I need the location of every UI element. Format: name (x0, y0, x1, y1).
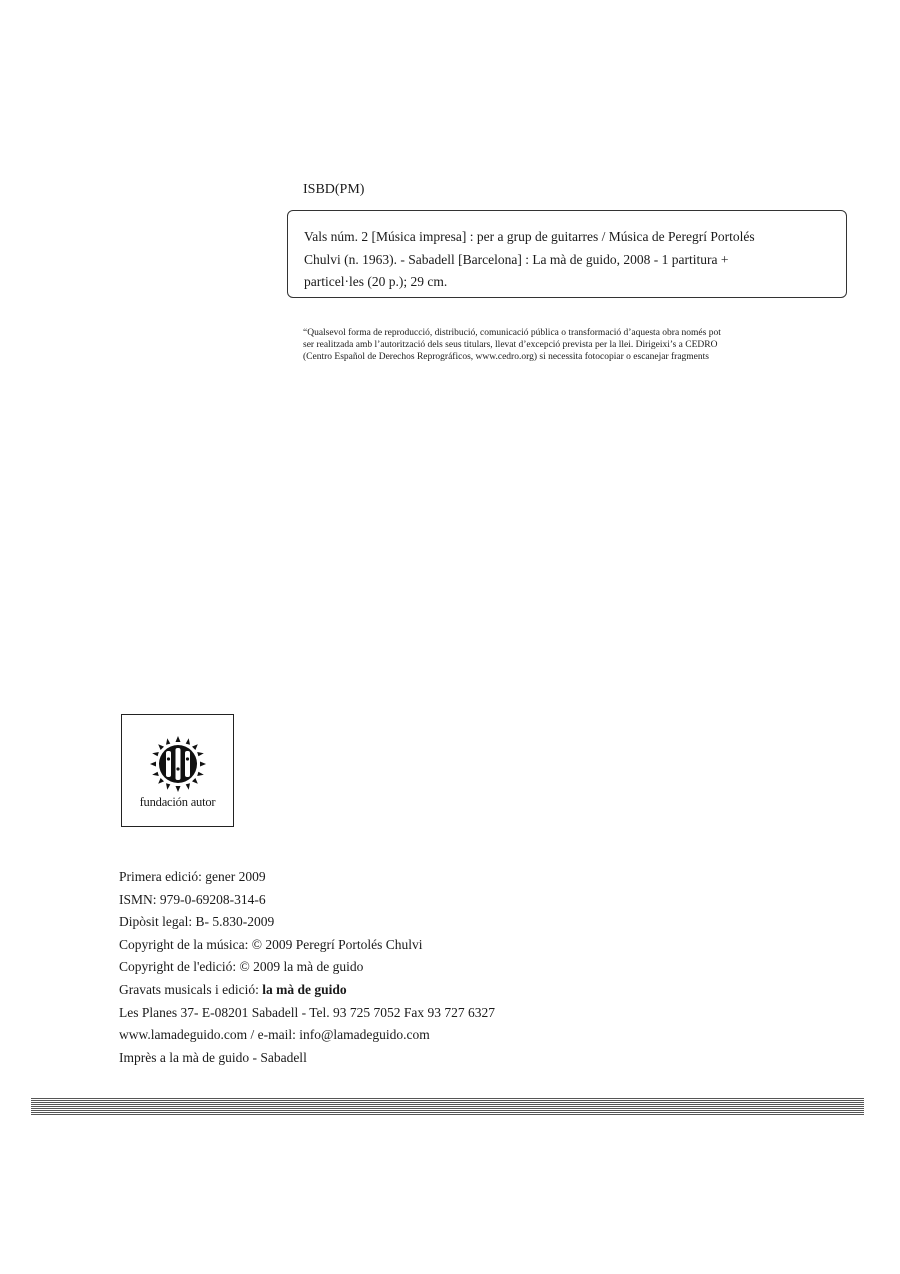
logo-text: fundación autor (139, 795, 216, 809)
legal-notice (303, 327, 836, 363)
publisher-web: www.lamadeguido.com / e-mail: info@lamadeguido.com (119, 1027, 430, 1043)
fundacion-autor-logo (121, 714, 234, 827)
legal-notice-line: “Qualsevol forma de reproducció, distribució, comunicació pública o transformació d’aquesta obra només pot (303, 328, 721, 338)
isbd-label: ISBD(PM) (303, 182, 365, 197)
publisher-name: la mà de guido (262, 981, 347, 997)
printed-by: Imprès a la mà de guido - Sabadell (119, 1049, 307, 1065)
catalog-record-box (287, 210, 847, 298)
engraving-label: Gravats musicals i edició: (119, 981, 263, 997)
legal-notice-line: (Centro Español de Derechos Reprográficos, www.cedro.org) si necessita fotocopiar o escanejar fragments (303, 352, 709, 362)
footer-rule (31, 1098, 864, 1115)
catalog-record-line: particel·les (20 p.); 29 cm. (304, 274, 448, 289)
colophon (119, 866, 495, 1069)
legal-notice-line: ser realitzada amb l’autorització dels seus titulars, llevat d’excepció prevista per la llei. Dirigeixi’s a CEDRO (303, 340, 718, 350)
engraving-credit (119, 979, 495, 1002)
fundacion-autor-emblem-icon (149, 735, 207, 793)
edition-copyright: Copyright de l'edició: © 2009 la mà de guido (119, 959, 364, 975)
legal-deposit: Dipòsit legal: B- 5.830-2009 (119, 914, 275, 930)
catalog-record-line: Chulvi (n. 1963). - Sabadell [Barcelona] : La mà de guido, 2008 - 1 partitura + (304, 251, 729, 267)
ismn: ISMN: 979-0-69208-314-6 (119, 891, 266, 907)
catalog-record-line: Vals núm. 2 [Música impresa] : per a grup de guitarres / Música de Peregrí Portolés (304, 229, 755, 244)
publisher-address: Les Planes 37- E-08201 Sabadell - Tel. 93 725 7052 Fax 93 727 6327 (119, 1004, 496, 1020)
first-edition: Primera edició: gener 2009 (119, 869, 266, 884)
music-copyright: Copyright de la música: © 2009 Peregrí Portolés Chulvi (119, 936, 423, 952)
